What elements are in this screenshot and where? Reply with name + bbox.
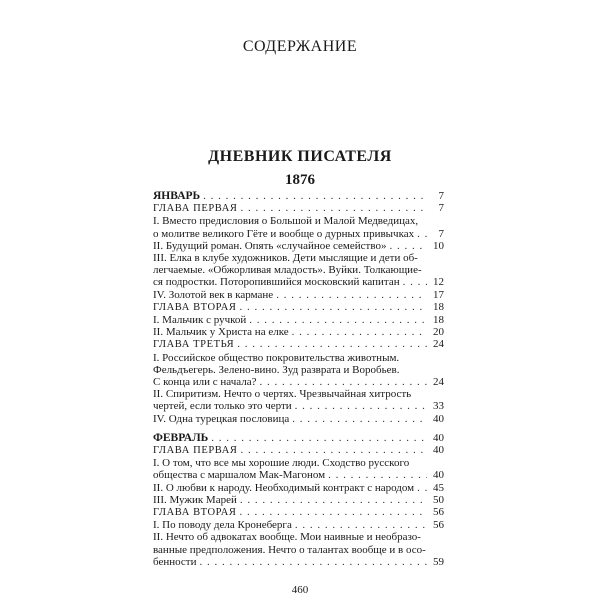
toc-month <box>153 432 444 444</box>
toc-entry <box>153 494 444 506</box>
toc-entry-title: ГЛАВА ВТОРАЯ <box>153 507 237 519</box>
toc-entry-title: ГЛАВА ПЕРВАЯ <box>153 445 238 457</box>
dot-leader <box>240 301 427 313</box>
toc-entry-line: III. Елка в клубе художников. Дети мыслящие и дети об- <box>153 252 418 265</box>
dot-leader <box>199 556 427 568</box>
dot-leader <box>240 506 427 518</box>
toc-entry <box>153 326 444 338</box>
toc-chapter <box>153 301 444 314</box>
toc-entry <box>153 457 444 481</box>
toc-entry <box>153 531 444 568</box>
toc-page-number: 56 <box>433 506 444 519</box>
toc-entry-line: I. О том, что все мы хорошие люди. Сходство русского <box>153 457 410 470</box>
toc-page-number: 12 <box>433 276 444 289</box>
toc-entry-title: чертей, если только это черти <box>153 400 292 413</box>
contents-heading: СОДЕРЖАНИЕ <box>242 38 358 55</box>
toc-page-number: 20 <box>433 326 444 339</box>
dot-leader <box>276 289 427 301</box>
toc-entry <box>153 215 444 239</box>
toc-page-number: 40 <box>433 431 444 444</box>
dot-leader <box>417 482 427 494</box>
toc-entry <box>153 252 444 289</box>
dot-leader <box>260 376 427 388</box>
page-number: 460 <box>291 584 309 596</box>
toc-entry-title: ФЕВРАЛЬ <box>153 431 209 444</box>
toc-entry-line: ванные предположения. Нечто о талантах вообще и в осо- <box>153 543 426 556</box>
toc-page-number: 50 <box>433 493 444 506</box>
dot-leader <box>417 228 427 240</box>
toc-entry-title: ЯНВАРЬ <box>153 190 201 202</box>
toc-chapter <box>153 444 444 457</box>
toc-entry <box>153 314 444 326</box>
toc-month <box>153 190 444 202</box>
toc-entry-title: III. Мужик Марей <box>153 493 237 506</box>
toc-entry-title: IV. Золотой век в кармане <box>153 288 274 301</box>
toc-entry-title: I. По поводу дела Кронеберга <box>153 519 292 532</box>
toc-page-number: 59 <box>433 555 444 568</box>
dot-leader <box>389 240 427 252</box>
table-of-contents <box>153 190 444 568</box>
dot-leader <box>292 413 427 425</box>
toc-entry-title: о молитве великого Гёте и вообще о дурных привычках <box>153 227 415 240</box>
book-title: ДНЕВНИК ПИСАТЕЛЯ <box>208 148 392 165</box>
toc-entry-line: I. Российское общество покровительства животным. <box>153 351 400 364</box>
toc-entry-title: IV. Одна турецкая пословица <box>153 412 290 425</box>
dot-leader <box>295 400 427 412</box>
toc-entry-title: С конца или с начала? <box>153 376 257 389</box>
section-gap <box>153 425 444 432</box>
toc-page-number: 40 <box>433 412 444 425</box>
dot-leader <box>241 202 428 214</box>
toc-entry-title: общества с маршалом Мак-Магоном <box>153 469 326 482</box>
toc-page-number: 7 <box>438 227 444 240</box>
toc-chapter <box>153 202 444 215</box>
toc-page-number: 10 <box>433 239 444 252</box>
toc-chapter <box>153 338 444 351</box>
toc-page-number: 7 <box>438 202 444 215</box>
toc-entry-line: Фельдъегерь. Зелено-вино. Зуд разврата и Воробьев. <box>153 363 400 376</box>
toc-entry-title: II. Будущий роман. Опять «случайное семейство» <box>153 239 387 252</box>
toc-page-number: 40 <box>433 469 444 482</box>
dot-leader <box>237 338 427 350</box>
year-heading: 1876 <box>285 172 315 188</box>
dot-leader <box>203 190 427 202</box>
toc-entry-title: ГЛАВА ПЕРВАЯ <box>153 203 238 215</box>
toc-entry <box>153 413 444 425</box>
toc-page-number: 18 <box>433 314 444 327</box>
toc-entry <box>153 352 444 389</box>
dot-leader <box>328 469 427 481</box>
toc-entry-title: ГЛАВА ВТОРАЯ <box>153 301 237 313</box>
dot-leader <box>211 432 427 444</box>
toc-page-number: 56 <box>433 519 444 532</box>
toc-page-number: 24 <box>433 338 444 351</box>
toc-chapter <box>153 506 444 519</box>
toc-entry <box>153 519 444 531</box>
toc-page-number: 40 <box>433 444 444 457</box>
toc-entry-line: II. Спиритизм. Нечто о чертях. Чрезвычайная хитрость <box>153 388 412 401</box>
toc-entry <box>153 240 444 252</box>
toc-page-number: 45 <box>433 481 444 494</box>
toc-entry-title: II. О любви к народу. Необходимый контракт с народом <box>153 481 415 494</box>
toc-page-number: 7 <box>438 190 444 202</box>
toc-entry <box>153 482 444 494</box>
toc-entry <box>153 388 444 412</box>
toc-entry-title: ГЛАВА ТРЕТЬЯ <box>153 339 235 351</box>
toc-page-number: 33 <box>433 400 444 413</box>
toc-entry <box>153 289 444 301</box>
dot-leader <box>403 276 427 288</box>
dot-leader <box>292 326 427 338</box>
toc-entry-title: I. Мальчик с ручкой <box>153 314 247 327</box>
toc-entry-title: ся подростки. Поторопившийся московский капитан <box>153 276 400 289</box>
toc-entry-title: II. Мальчик у Христа на елке <box>153 326 289 339</box>
dot-leader <box>240 494 427 506</box>
toc-entry-line: II. Нечто об адвокатах вообще. Мои наивные и необразо- <box>153 531 421 544</box>
dot-leader <box>241 444 428 456</box>
toc-entry-title: бенности <box>153 555 197 568</box>
toc-entry-line: I. Вместо предисловия о Большой и Малой Медведицах, <box>153 215 419 228</box>
dot-leader <box>295 519 427 531</box>
toc-page-number: 24 <box>433 376 444 389</box>
toc-page-number: 17 <box>433 288 444 301</box>
toc-entry-line: легчаемые. «Обжорливая младость». Вуйки. Толкающие- <box>153 264 422 277</box>
dot-leader <box>249 314 427 326</box>
toc-page-number: 18 <box>433 300 444 313</box>
